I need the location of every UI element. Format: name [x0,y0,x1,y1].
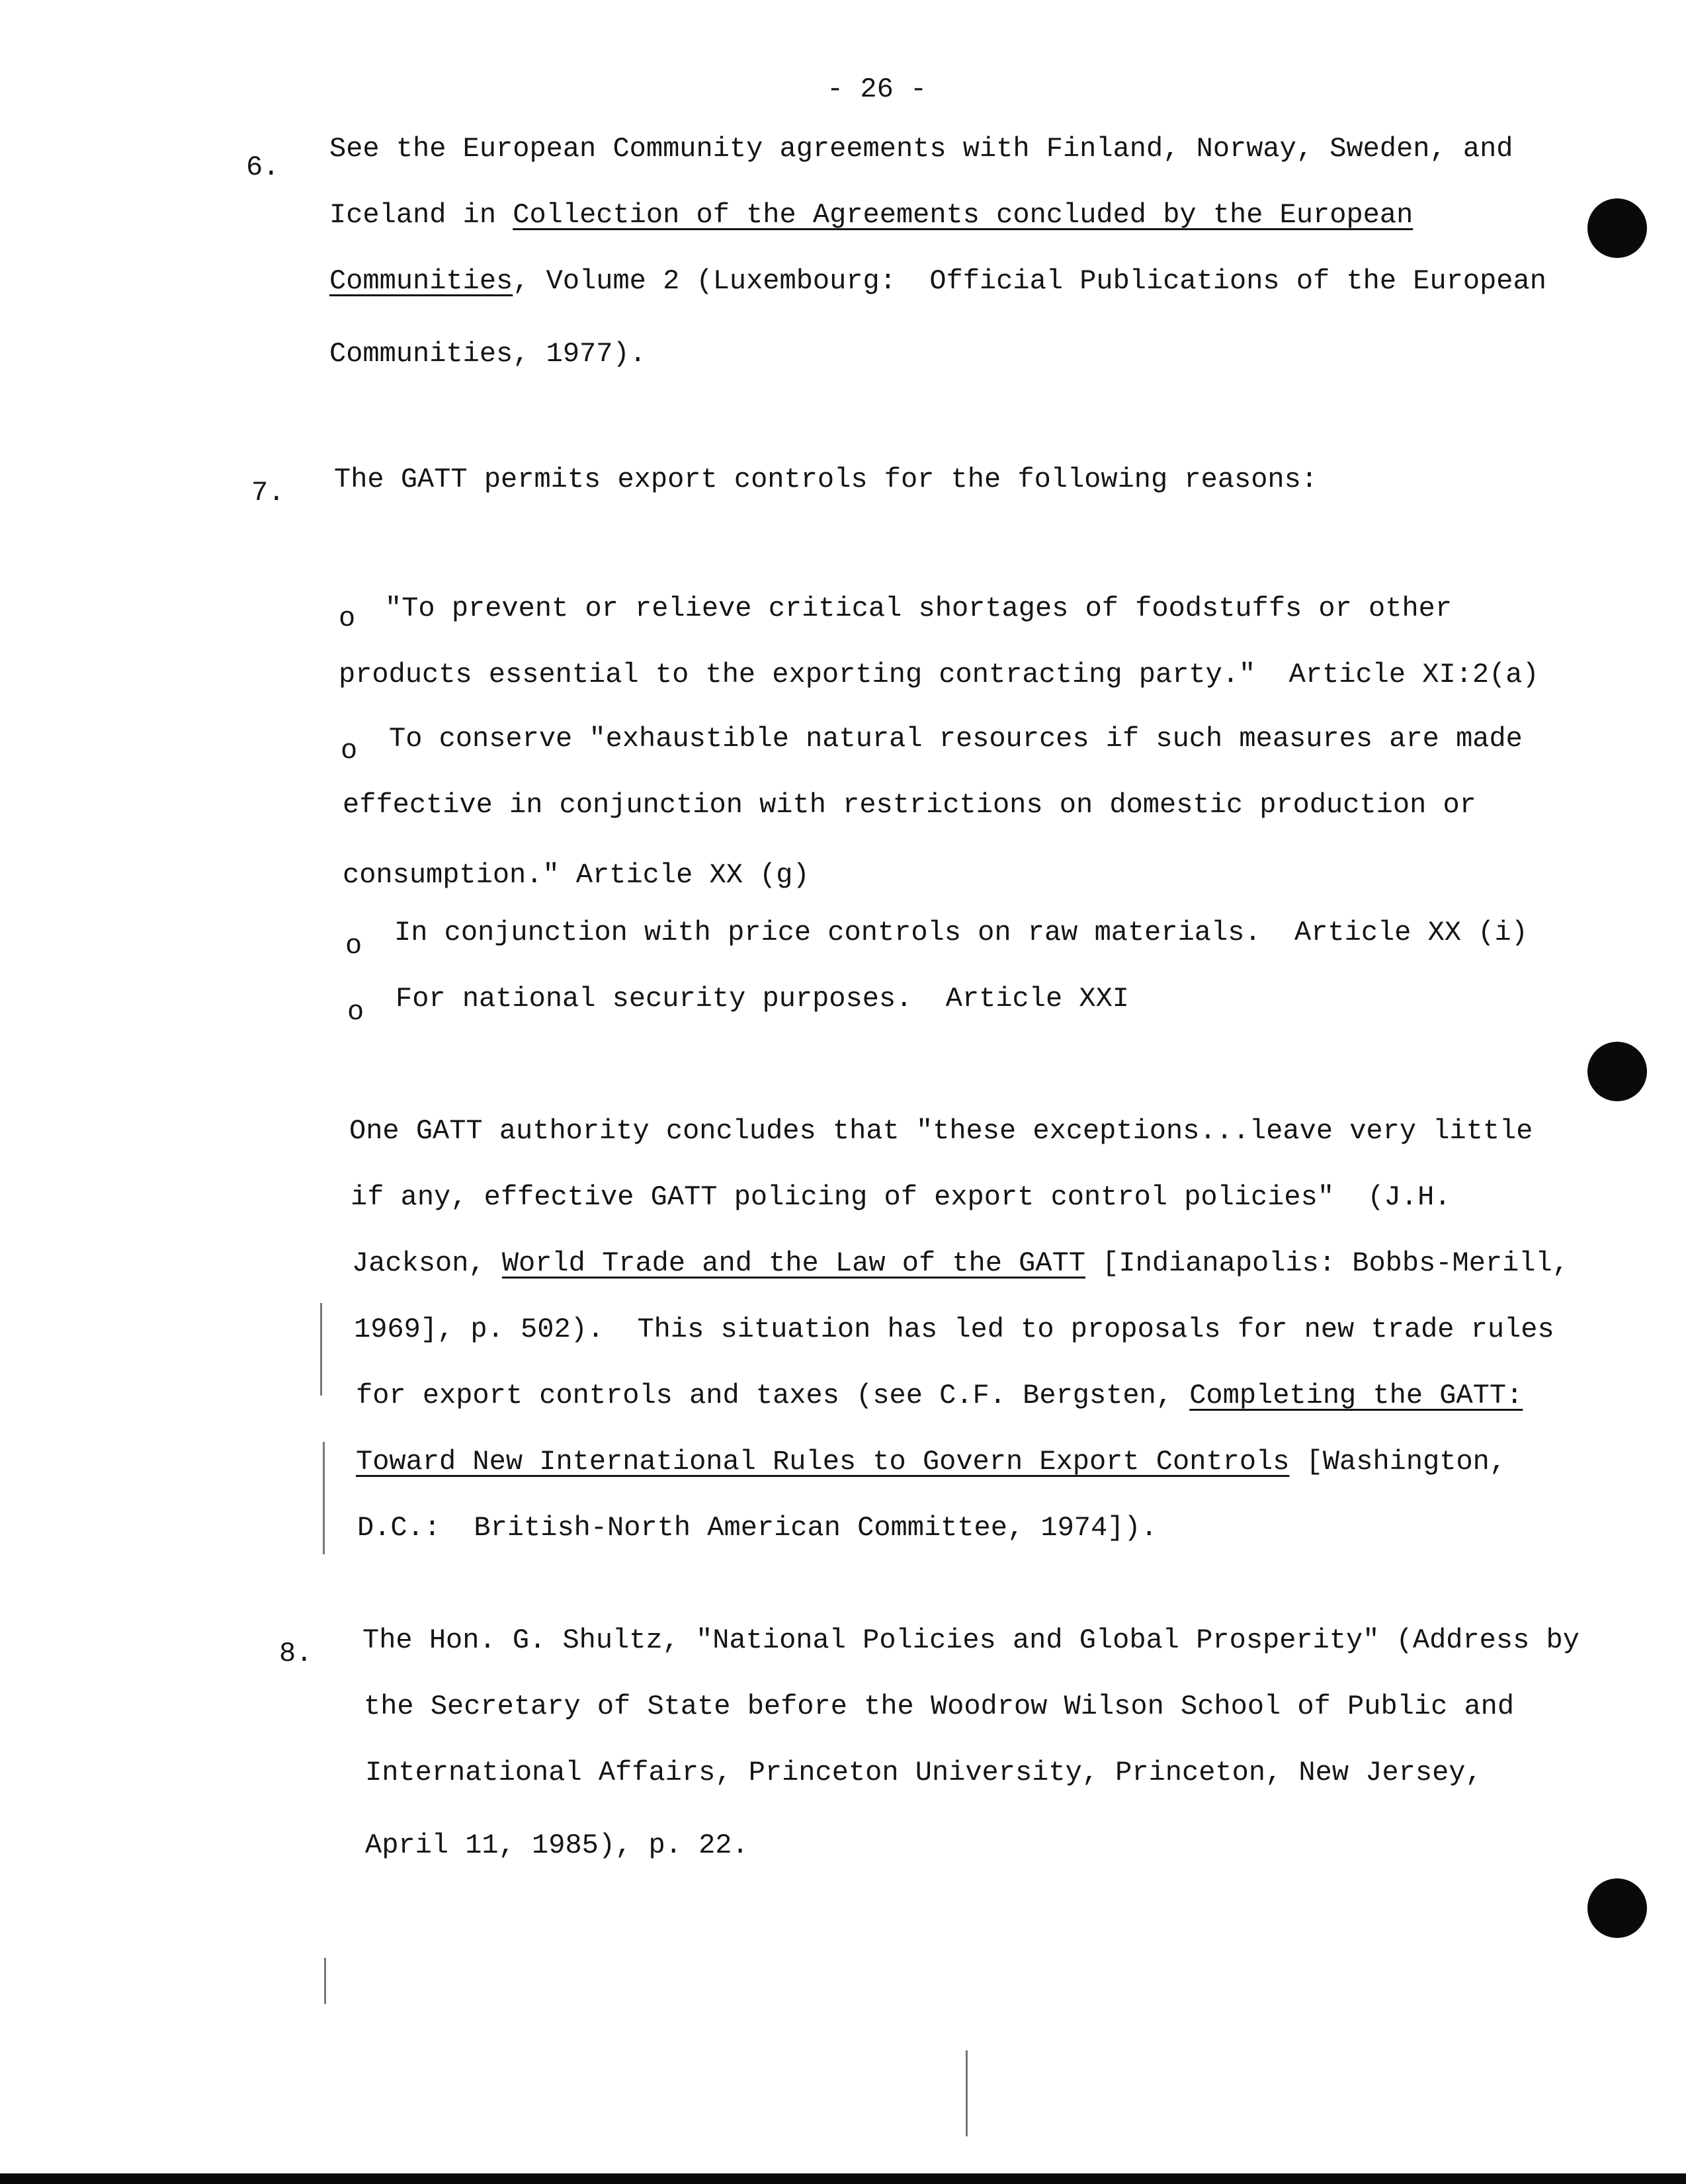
note-7-paragraph-line [357,1511,1158,1544]
page-number: - 26 - [827,73,927,105]
text-segment: Communities, 1977). [329,338,646,370]
underlined-title: Collection of the Agreements concluded by the European [513,199,1413,231]
note-7-number: 7. [251,477,285,509]
note-8-line [365,1756,1482,1789]
bullet-marker: o [347,996,364,1028]
underlined-title: Completing the GATT: [1189,1380,1523,1411]
bullet-line [343,788,1476,821]
text-segment: See the European Community agreements with Finland, Norway, Sweden, and [329,133,1513,165]
note-8-line [362,1624,1580,1657]
bullet-line [343,859,810,892]
underlined-title: Communities [329,265,513,297]
underlined-title: Toward New International Rules to Govern Export Controls [356,1446,1290,1478]
note-7-paragraph-line [356,1379,1523,1412]
punch-hole [1587,198,1647,258]
scan-mark [320,1303,322,1396]
note-6-line [329,265,1546,298]
text-segment: the Secretary of State before the Woodrow Wilson School of Public and [364,1691,1515,1722]
note-7-paragraph-line [349,1114,1533,1148]
punch-hole [1587,1042,1647,1101]
text-segment: "To prevent or relieve critical shortages of foodstuffs or other [385,593,1453,624]
underlined-title: World Trade and the Law of the GATT [501,1247,1085,1279]
text-segment: Iceland in [329,199,513,231]
bullet-marker: o [339,603,356,634]
scan-mark [966,2050,968,2136]
bullet-line [339,658,1539,691]
note-8-number: 8. [279,1638,313,1669]
note-7-paragraph-line [356,1445,1506,1478]
note-7-paragraph-line [354,1313,1554,1346]
note-6-number: 6. [246,151,280,183]
text-segment: D.C.: British-North American Committee, 1974]). [357,1512,1158,1544]
text-segment: The GATT permits export controls for the following reasons: [334,464,1318,495]
text-segment: [Indianapolis: Bobbs-Merill, [1085,1247,1569,1279]
text-segment: April 11, 1985), p. 22. [365,1829,749,1861]
text-segment: effective in conjunction with restrictions on domestic production or [343,789,1476,821]
text-segment: , Volume 2 (Luxembourg: Official Publications of the European [513,265,1546,297]
scan-mark [324,1958,326,2004]
bullet-line [394,916,1528,949]
text-segment: if any, effective GATT policing of export control policies" (J.H. [351,1181,1451,1213]
note-8-line [365,1829,749,1862]
text-segment: 1969], p. 502). This situation has led to proposals for new trade rules [354,1314,1554,1345]
note-8-line [364,1690,1514,1723]
text-segment: for export controls and taxes (see C.F. Bergsten, [356,1380,1190,1411]
bullet-line [385,592,1452,625]
text-segment: products essential to the exporting contracting party." Article XI:2(a) [339,659,1539,691]
text-segment: To conserve "exhaustible natural resources if such measures are made [389,723,1523,755]
text-segment: In conjunction with price controls on raw materials. Article XX (i) [394,917,1528,948]
note-6-line [329,132,1513,165]
text-segment: International Affairs, Princeton University, Princeton, New Jersey, [365,1757,1482,1788]
note-6-line [329,337,646,370]
note-7-paragraph-line [351,1181,1451,1214]
punch-hole [1587,1878,1647,1938]
text-segment: For national security purposes. Article XXI [396,983,1129,1015]
note-7-paragraph-line [352,1247,1569,1280]
text-segment: [Washington, [1289,1446,1507,1478]
bullet-marker: o [341,735,358,767]
text-segment: The Hon. G. Shultz, "National Policies and Global Prosperity" (Address by [362,1624,1580,1656]
bullet-line [389,722,1523,755]
bullet-marker: o [345,930,362,962]
text-segment: One GATT authority concludes that "these exceptions...leave very little [349,1115,1533,1147]
bullet-line [396,982,1129,1015]
text-segment: Jackson, [352,1247,502,1279]
note-6-line [329,198,1413,231]
text-segment: consumption." Article XX (g) [343,859,810,891]
note-7-line [334,463,1318,496]
scan-border [0,2173,1686,2184]
scan-mark [323,1442,325,1554]
